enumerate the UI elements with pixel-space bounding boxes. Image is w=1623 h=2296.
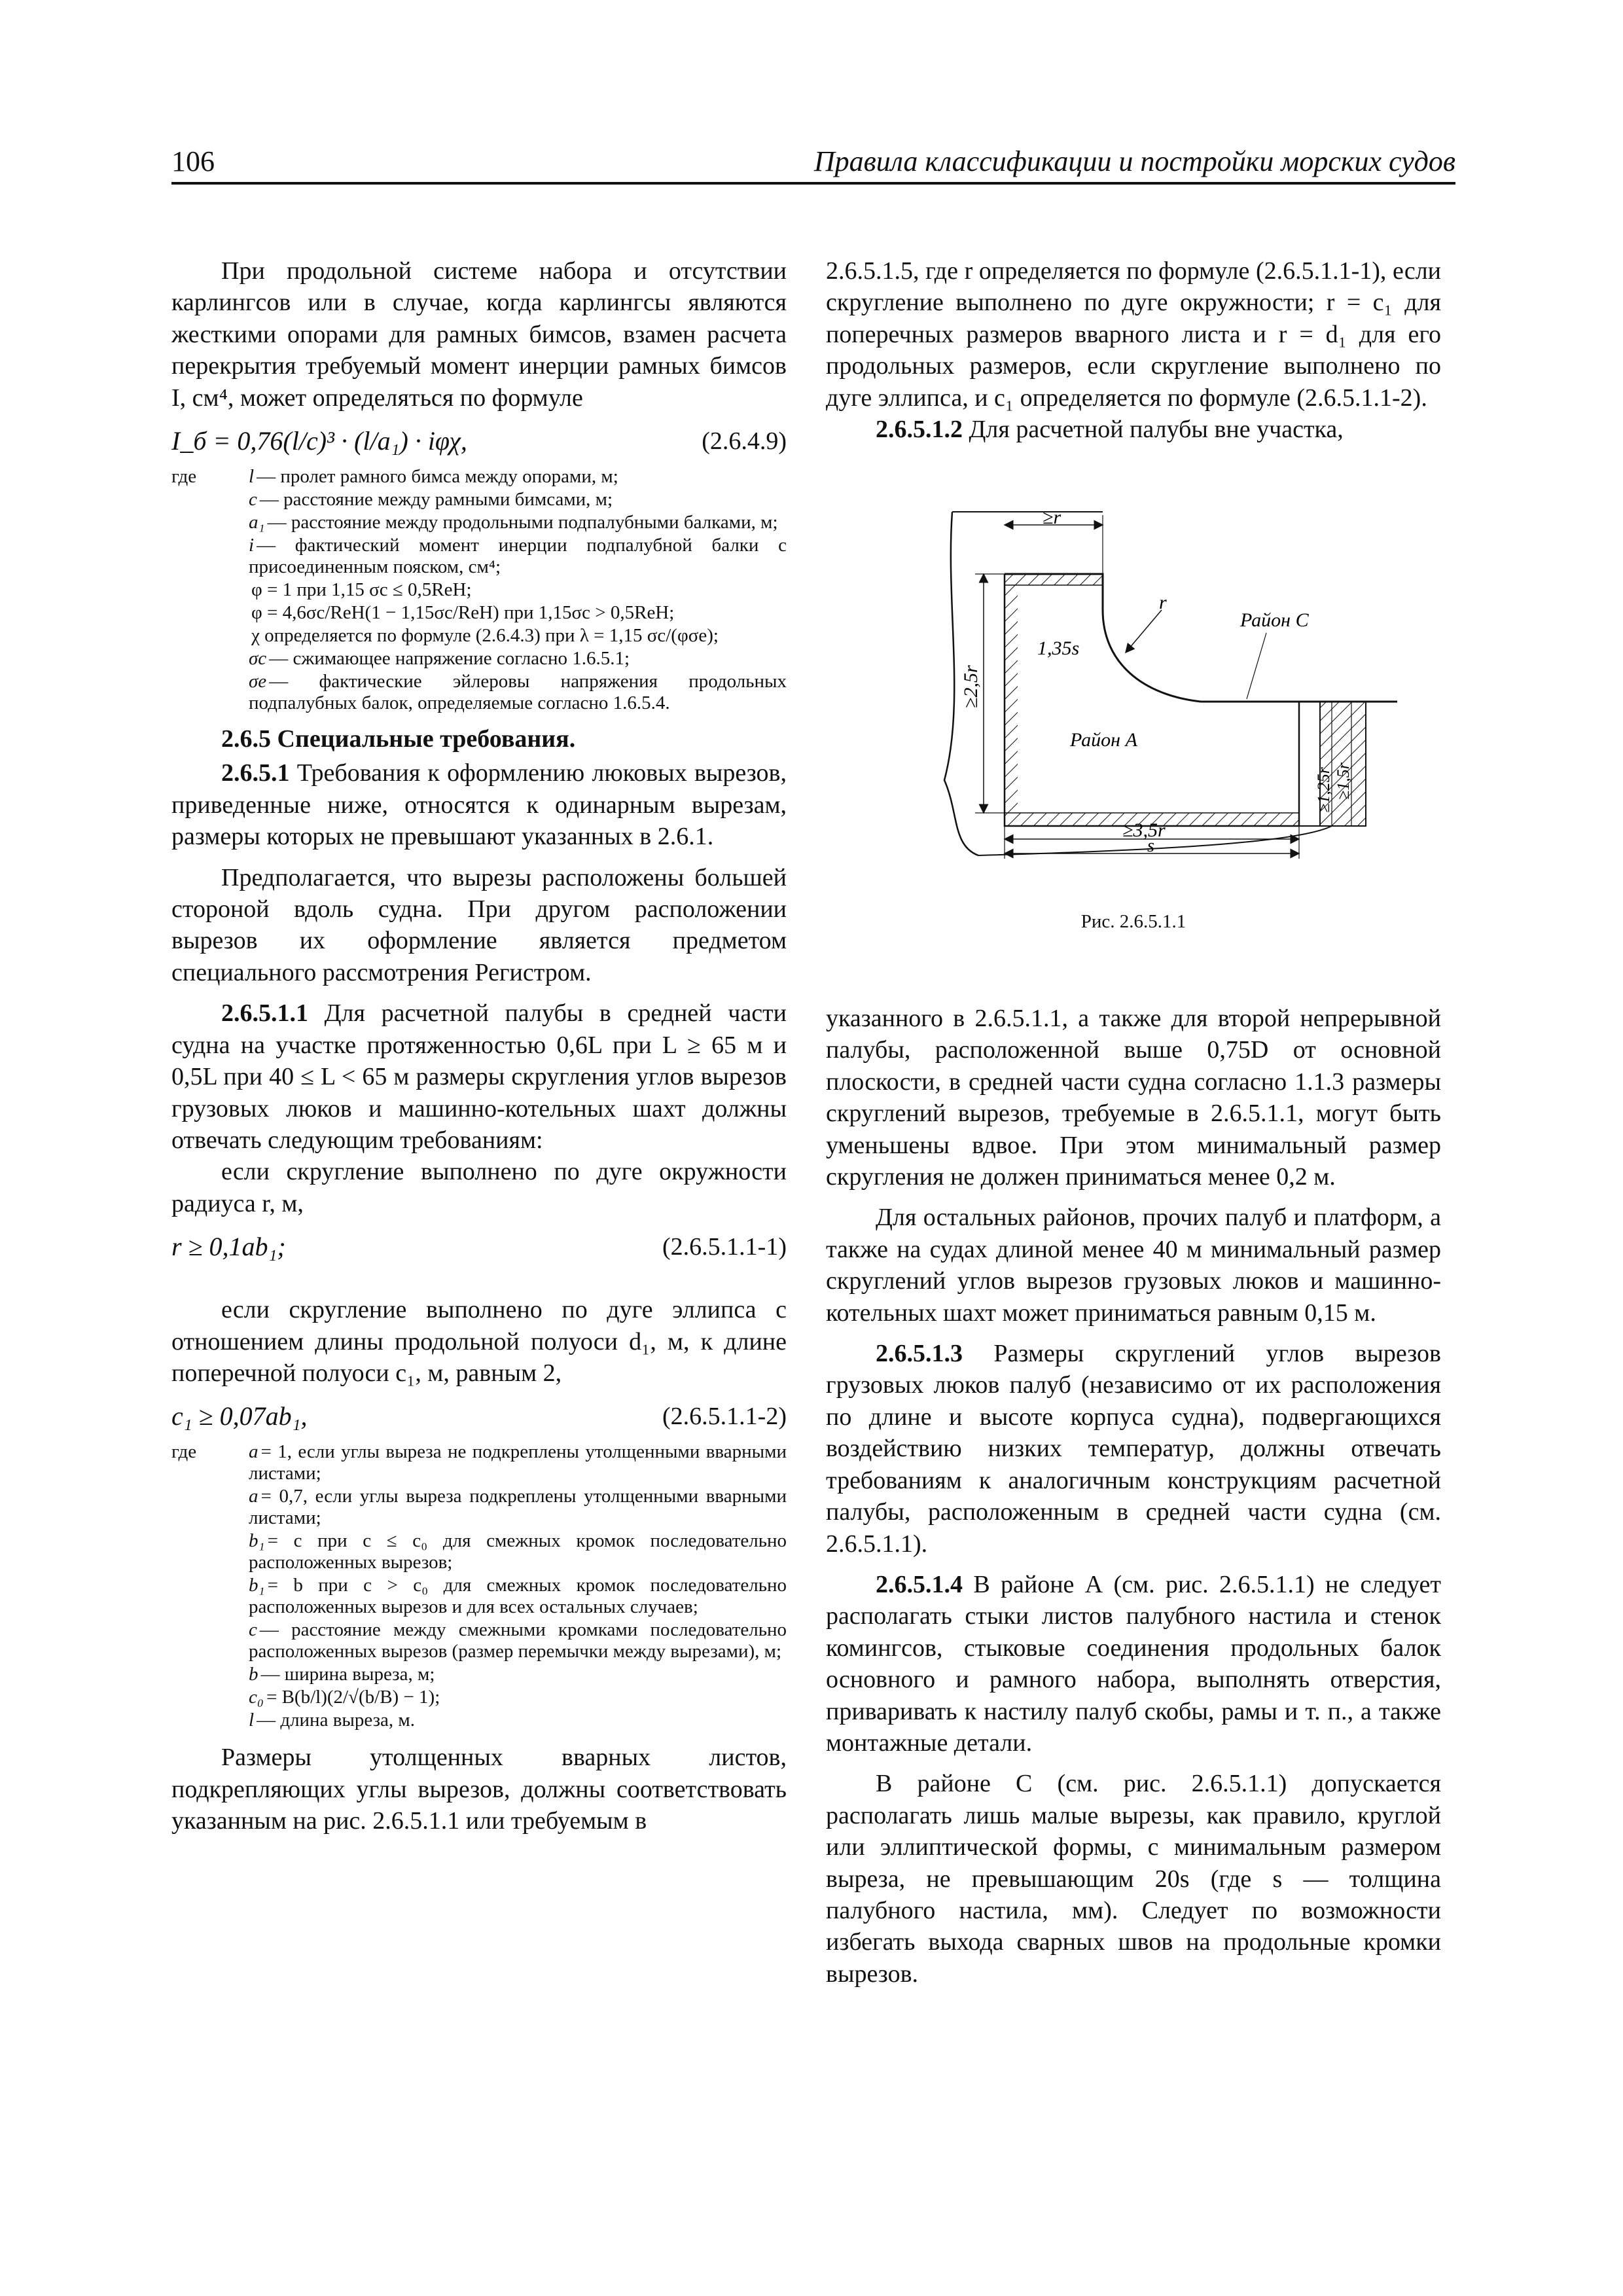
- formula-26511-2: [171, 1395, 787, 1437]
- definition-item: [171, 671, 787, 714]
- definition-item: [171, 466, 787, 488]
- definition-item: [171, 1710, 787, 1731]
- definitions-list-2: [171, 1441, 787, 1731]
- label-ge-25r: ≥2,5r: [960, 665, 982, 708]
- label-area-c: Район C: [1240, 609, 1309, 631]
- definition-text: χ определяется по формуле (2.6.4.3) при λ = 1,15 σc/(φσe);: [251, 625, 719, 647]
- clause-number: 2.6.5.1.2: [876, 416, 963, 444]
- label-ge-r: ≥r: [1043, 507, 1061, 528]
- label-s: s: [1147, 836, 1154, 856]
- definition-text: = B(b/l)(2/√(b/B) − 1);: [266, 1687, 440, 1708]
- definition-item: [171, 1486, 787, 1529]
- definition-text: = 0,7, если углы выреза подкреплены утолщенными вварными листами;: [249, 1486, 787, 1529]
- definition-symbol: σe: [249, 671, 267, 692]
- paragraph-area-c: В районе С (см. рис. 2.6.5.1.1) допускается располагать лишь малые вырезы, как правило, круглой или эллиптической формы, с минимальным размером выреза, не превышающим 20s (где s — толщина палубного настила, мм). Следует по возможности избегать выхода сварных швов на продольные кромки вырезов.: [826, 1770, 1441, 1988]
- definition-symbol: b₁: [249, 1575, 265, 1596]
- definition-item: [171, 1575, 787, 1618]
- definition-symbol: c₀: [249, 1687, 264, 1708]
- label-ge-35r: ≥3,5r: [1122, 819, 1166, 841]
- formula-text: c₁ ≥ 0,07ab₁,: [171, 1401, 308, 1431]
- definition-text: = c при c ≤ c₀ для смежных кромок последовательно расположенных вырезов;: [249, 1530, 787, 1573]
- definition-symbol: l: [249, 1710, 255, 1731]
- definitions-list-1: [171, 466, 787, 714]
- paragraph-26511: [171, 997, 787, 1156]
- definition-item: [171, 1530, 787, 1573]
- definition-text: — пролет рамного бимса между опорами, м;: [257, 466, 618, 488]
- clause-text: В районе А (см. рис. 2.6.5.1.1) не следует располагать стыки листов палубного настила и стенок комингсов, стыковые соединения продольных балок основного и рамного набора, выполнять отверстия, приваривать к настилу палуб скобы, рамы и т. п., а также монтажные детали.: [826, 1570, 1441, 1757]
- definition-item: [171, 648, 787, 670]
- clause-number: 2.6.5.1.3: [876, 1340, 963, 1368]
- left-column: [171, 255, 787, 1837]
- definition-text: φ = 4,6σc/ReH(1 − 1,15σc/ReH) при 1,15σc > 0,5ReH;: [251, 602, 675, 624]
- definition-symbol: c: [249, 489, 257, 511]
- definition-text: — расстояние между рамными бимсами, м;: [259, 489, 613, 511]
- definition-text: — фактический момент инерции подпалубной балки с присоединенным пояском, см⁴;: [249, 535, 787, 578]
- paragraph-continued: 2.6.5.1.5, где r определяется по формуле (2.6.5.1.1-1), если скругление выполнено по дуге окружности; r = c₁ для поперечных размеров вварного листа и r = d₁ для его продольных размеров, если скругление выполнено по дуге эллипса, и c₁ определяется по формуле (2.6.5.1.1-2).: [826, 257, 1441, 412]
- definition-text: — длина выреза, м.: [257, 1710, 416, 1731]
- clause-text: Для расчетной палубы вне участка,: [969, 416, 1344, 444]
- label-135s: 1,35s: [1037, 637, 1080, 659]
- label-area-a: Район A: [1070, 729, 1137, 751]
- label-ge-15r: ≥1,5r: [1334, 762, 1353, 800]
- figure-caption: Рис. 2.6.5.1.1: [1080, 911, 1186, 932]
- definition-symbol: a₁: [249, 512, 265, 533]
- paragraph-circle: если скругление выполнено по дуге окружности радиуса r, м,: [171, 1158, 787, 1217]
- paragraph-26512-start: [826, 414, 1441, 445]
- formula-number: (2.6.5.1.1-2): [662, 1403, 787, 1431]
- definition-text: — фактические эйлеровы напряжения продольных подпалубных балок, определяемые согласно 1.6.5.4.: [249, 671, 787, 714]
- paragraph-other-areas: Для остальных районов, прочих палуб и платформ, а также на судах длиной менее 40 м минимальный размер скруглений углов вырезов грузовых люков и машинно-котельных шахт может приниматься равным 0,15 м.: [826, 1204, 1441, 1327]
- formula-text: r ≥ 0,1ab₁;: [171, 1232, 286, 1262]
- running-title: Правила классификации и постройки морских судов: [813, 145, 1455, 177]
- definition-symbol: b₁: [249, 1530, 265, 1552]
- definition-item: [171, 625, 787, 647]
- clause-text: Размеры скруглений углов вырезов грузовых люков палуб (независимо от их расположения по длине и высоте корпуса судна), подвергающихся воздействию низких температур, должны отвечать требованиям к аналогичным конструкциям расчетной палубы, расположенным в средней части судна (см. 2.6.5.1.1).: [826, 1340, 1441, 1558]
- definition-item: [171, 602, 787, 624]
- figure-hatch-corner: [939, 505, 1397, 859]
- page-number: 106: [171, 145, 215, 177]
- definition-symbol: i: [249, 535, 255, 556]
- paragraph-2651: [171, 757, 787, 852]
- definition-item: [171, 1619, 787, 1662]
- definition-item: [171, 1664, 787, 1685]
- formula-number: (2.6.5.1.1-1): [662, 1233, 787, 1261]
- definition-text: = b при c > c₀ для смежных кромок последовательно расположенных вырезов и для всех остальных случаев;: [249, 1575, 787, 1618]
- definition-symbol: c: [249, 1619, 257, 1641]
- paragraph-assumption: Предполагается, что вырезы расположены большей стороной вдоль судна. При другом расположении вырезов их оформление является предметом специального рассмотрения Регистром.: [171, 863, 787, 986]
- paragraph-plates: Размеры утолщенных вварных листов, подкрепляющих углы вырезов, должны соответствовать указанным на рис. 2.6.5.1.1 или требуемым в: [171, 1744, 787, 1835]
- paragraph-26513: [826, 1338, 1441, 1560]
- definition-symbol: l: [249, 466, 255, 488]
- formula-2649: [171, 420, 787, 462]
- definition-text: — ширина выреза, м;: [260, 1664, 435, 1685]
- clause-number: 2.6.5.1.4: [876, 1570, 963, 1598]
- clause-text: Для расчетной палубы в средней части судна на участке протяженностью 0,6L при L ≥ 65 м и 0,5L при 40 ≤ L < 65 м размеры скругления углов вырезов грузовых люков и машинно-котельных шахт должны отвечать следующим требованиям:: [171, 999, 787, 1154]
- label-ge-125r: ≥1,25r: [1314, 767, 1333, 813]
- definition-lead: где: [171, 466, 197, 488]
- definition-text: φ = 1 при 1,15 σc ≤ 0,5ReH;: [251, 579, 472, 601]
- definition-item: [171, 512, 787, 533]
- right-column-upper: [826, 255, 1441, 445]
- label-r: r: [1159, 592, 1167, 613]
- clause-text: Требования к оформлению люковых вырезов, приведенные ниже, относятся к одинарным вырезам, размеры которых не превышают указанных в 2.6.1.: [171, 759, 787, 851]
- definition-symbol: σc: [249, 648, 267, 670]
- page-header: [171, 143, 1455, 185]
- paragraph-26512-cont: указанного в 2.6.5.1.1, а также для второй непрерывной палубы, расположенной выше 0,75D от основной плоскости, в средней части судна согласно 1.1.3 размеры скруглений вырезов, требуемые в 2.6.5.1.1, могут быть уменьшены вдвое. При этом минимальный размер скругления не должен приниматься менее 0,2 м.: [826, 1005, 1441, 1191]
- formula-text: I_б = 0,76(l/c)³ · (l/a₁) · iφχ,: [171, 426, 467, 456]
- paragraph-ellipse: если скругление выполнено по дуге эллипса с отношением длины продольной полуоси d₁, м, к длине поперечной полуоси c₁, м, равным 2,: [171, 1296, 787, 1387]
- definition-text: — расстояние между смежными кромками последовательно расположенных вырезов (размер перемычки между вырезами), м;: [249, 1619, 787, 1662]
- definition-text: — расстояние между продольными подпалубными балками, м;: [267, 512, 778, 533]
- clause-number: 2.6.5.1.1: [221, 999, 308, 1028]
- definition-item: [171, 579, 787, 601]
- definition-item: [171, 535, 787, 578]
- definition-symbol: b: [249, 1664, 259, 1685]
- intro-paragraph: При продольной системе набора и отсутствии карлингсов или в случае, когда карлингсы являются жесткими опорами для рамных бимсов, взамен расчета перекрытия требуемый момент инерции рамных бимсов I, см⁴, может определяться по формуле: [171, 257, 787, 412]
- section-heading-265: 2.6.5 Специальные требования.: [221, 725, 576, 753]
- definition-item: [171, 489, 787, 511]
- definition-symbol: a: [249, 1486, 259, 1507]
- definition-text: — сжимающее напряжение согласно 1.6.5.1;: [269, 648, 630, 670]
- definition-symbol: a: [249, 1441, 259, 1463]
- clause-number: 2.6.5.1: [221, 759, 290, 787]
- definition-lead: где: [171, 1441, 197, 1463]
- definition-text: = 1, если углы выреза не подкреплены утолщенными вварными листами;: [249, 1441, 787, 1484]
- definition-item: [171, 1687, 787, 1708]
- definition-item: [171, 1441, 787, 1484]
- formula-26511-1: [171, 1226, 787, 1268]
- paragraph-26514: [826, 1569, 1441, 1759]
- right-column-lower: [826, 1003, 1441, 1990]
- formula-number: (2.6.4.9): [702, 427, 787, 456]
